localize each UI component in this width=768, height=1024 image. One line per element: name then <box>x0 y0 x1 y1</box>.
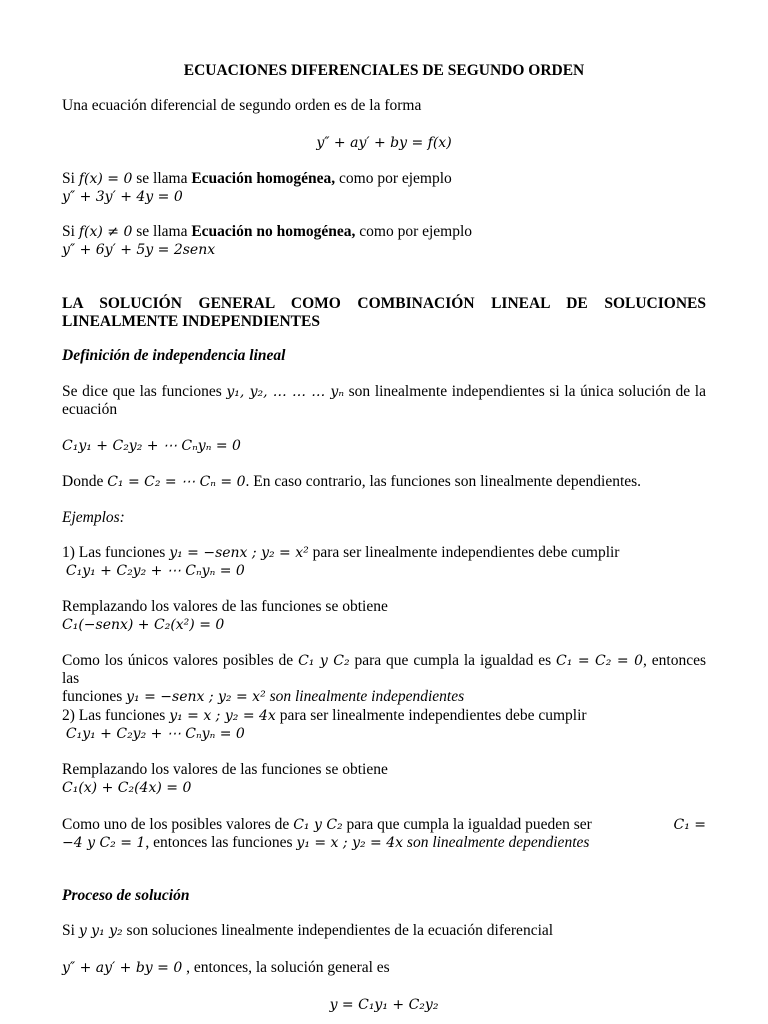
donde-paragraph <box>62 473 706 491</box>
homog-example: y″ + 3y′ + 4y = 0 <box>62 189 183 205</box>
ex1-concl-italic: son linealmente independientes <box>265 688 465 705</box>
homog-si: Si <box>62 170 79 187</box>
homog-condition: f(x) = 0 <box>78 171 133 187</box>
definition-heading: Definición de independencia lineal <box>62 347 286 364</box>
example2-substitution <box>62 761 706 797</box>
ex1-conclusion-line2 <box>62 688 706 706</box>
ex1-concl-b: para que cumpla la igualdad es <box>349 652 557 669</box>
homogeneous-paragraph <box>62 170 706 206</box>
ex1-concl-c: C₁ y C₂ <box>298 653 350 669</box>
ex1-concl-d: , entonces las <box>62 652 706 687</box>
nohomog-condition: f(x) ≠ 0 <box>78 224 133 240</box>
ex1-concl-e: funciones <box>62 688 127 705</box>
donde-a: Donde <box>62 473 108 490</box>
ex2-concl-a: Como uno de los posibles valores de <box>62 816 294 833</box>
ex2-remp: Remplazando los valores de las funciones se obtiene <box>62 761 388 778</box>
combo-eq: C₁y₁ + C₂y₂ + ⋯ Cₙyₙ = 0 <box>62 438 241 454</box>
ex2-concl-c: C₁ y C₂ <box>293 817 343 833</box>
example1-statement <box>62 544 706 580</box>
ex1-combo: C₁y₁ + C₂y₂ + ⋯ Cₙyₙ = 0 <box>65 563 245 579</box>
ex2-conclusion-line2 <box>62 834 706 852</box>
ex2-concl-right: C₁ = <box>673 817 706 833</box>
ex1-rest: para ser linealmente independientes debe cumplir <box>308 544 620 561</box>
examples-heading <box>62 509 706 527</box>
ex1-lead: 1) Las funciones <box>62 544 170 561</box>
ex1-functions: y₁ = −senx ; y₂ = x² <box>169 545 309 561</box>
general-equation <box>62 134 706 152</box>
ex1-concl-functions: y₁ = −senx ; y₂ = x² <box>126 689 266 705</box>
process-heading: Proceso de solución <box>62 887 190 904</box>
ex2-functions: y₁ = x ; y₂ = 4x <box>169 708 276 724</box>
donde-b: . En caso contrario, las funciones son linealmente dependientes. <box>245 473 642 490</box>
ex1-concl-eq: C₁ = C₂ = 0 <box>556 653 643 669</box>
def-text-a: Se dice que las funciones <box>62 383 227 400</box>
nohomog-term: Ecuación no homogénea, <box>191 223 356 240</box>
ex1-conclusion-line1 <box>62 652 706 688</box>
process-c: , entonces, la solución general es <box>182 959 390 976</box>
process-equation-line <box>62 959 706 977</box>
homog-mid: se llama <box>132 170 192 187</box>
ex1-concl-a: Como los únicos valores posibles de <box>62 652 299 669</box>
ex1-subst: C₁(−senx) + C₂(x²) = 0 <box>62 617 225 633</box>
section-heading <box>62 295 706 331</box>
section-heading-line2: LINEALMENTE INDEPENDIENTES <box>62 313 320 330</box>
process-functions: y y₁ y₂ <box>78 923 123 939</box>
example2-conclusion <box>62 816 706 852</box>
donde-eq: C₁ = C₂ = ⋯ Cₙ = 0 <box>107 474 246 490</box>
process-eq: y″ + ay′ + by = 0 <box>62 960 183 976</box>
homog-term: Ecuación homogénea, <box>191 170 336 187</box>
ex2-lead: 2) Las funciones <box>62 707 170 724</box>
intro-text: Una ecuación diferencial de segundo orden es de la forma <box>62 97 422 114</box>
ex2-concl-b: para que cumpla la igualdad pueden ser <box>342 816 592 833</box>
section-heading-line1: LA SOLUCIÓN GENERAL COMO COMBINACIÓN LINEAL DE SOLUCIONES <box>62 295 706 312</box>
ex2-concl-line2-b: , entonces las funciones <box>145 834 297 851</box>
general-equation-formula: y″ + ay′ + by = f(x) <box>316 135 452 151</box>
general-solution <box>62 996 706 1014</box>
nohomog-si: Si <box>62 223 79 240</box>
ex2-subst: C₁(x) + C₂(4x) = 0 <box>62 780 192 796</box>
process-b: son soluciones linealmente independientes de la ecuación diferencial <box>122 922 554 939</box>
ex2-conclusion-line1 <box>62 816 706 834</box>
linear-combination-equation <box>62 437 706 455</box>
ex2-rest: para ser linealmente independientes debe cumplir <box>275 707 587 724</box>
def-text-b: son linealmente independientes si la única solución de la ecuación <box>62 383 706 418</box>
nohomog-rest: como por ejemplo <box>355 223 473 240</box>
nohomog-example: y″ + 6y′ + 5y = 2senx <box>62 242 216 258</box>
process-a: Si <box>62 922 79 939</box>
ex2-concl-line2-eq: −4 y C₂ = 1 <box>62 835 146 851</box>
example1-conclusion <box>62 652 706 706</box>
definition-text <box>62 383 706 419</box>
ex1-remp: Remplazando los valores de las funciones se obtiene <box>62 598 388 615</box>
process-text <box>62 922 706 940</box>
homog-rest: como por ejemplo <box>335 170 452 187</box>
example1-substitution <box>62 598 706 634</box>
ex2-concl-functions: y₁ = x ; y₂ = 4x <box>296 835 404 851</box>
nohomog-mid: se llama <box>132 223 192 240</box>
ex2-combo: C₁y₁ + C₂y₂ + ⋯ Cₙyₙ = 0 <box>65 726 245 742</box>
nonhomogeneous-paragraph <box>62 223 706 259</box>
page-title: ECUACIONES DIFERENCIALES DE SEGUNDO ORDEN <box>183 62 585 79</box>
examples-label: Ejemplos: <box>62 509 125 526</box>
ex2-concl-italic: son linealmente dependientes <box>403 834 590 851</box>
example2-statement <box>62 707 706 743</box>
def-functions: y₁, y₂, … … … yₙ <box>226 384 344 400</box>
general-solution-formula: y = C₁y₁ + C₂y₂ <box>329 997 439 1013</box>
